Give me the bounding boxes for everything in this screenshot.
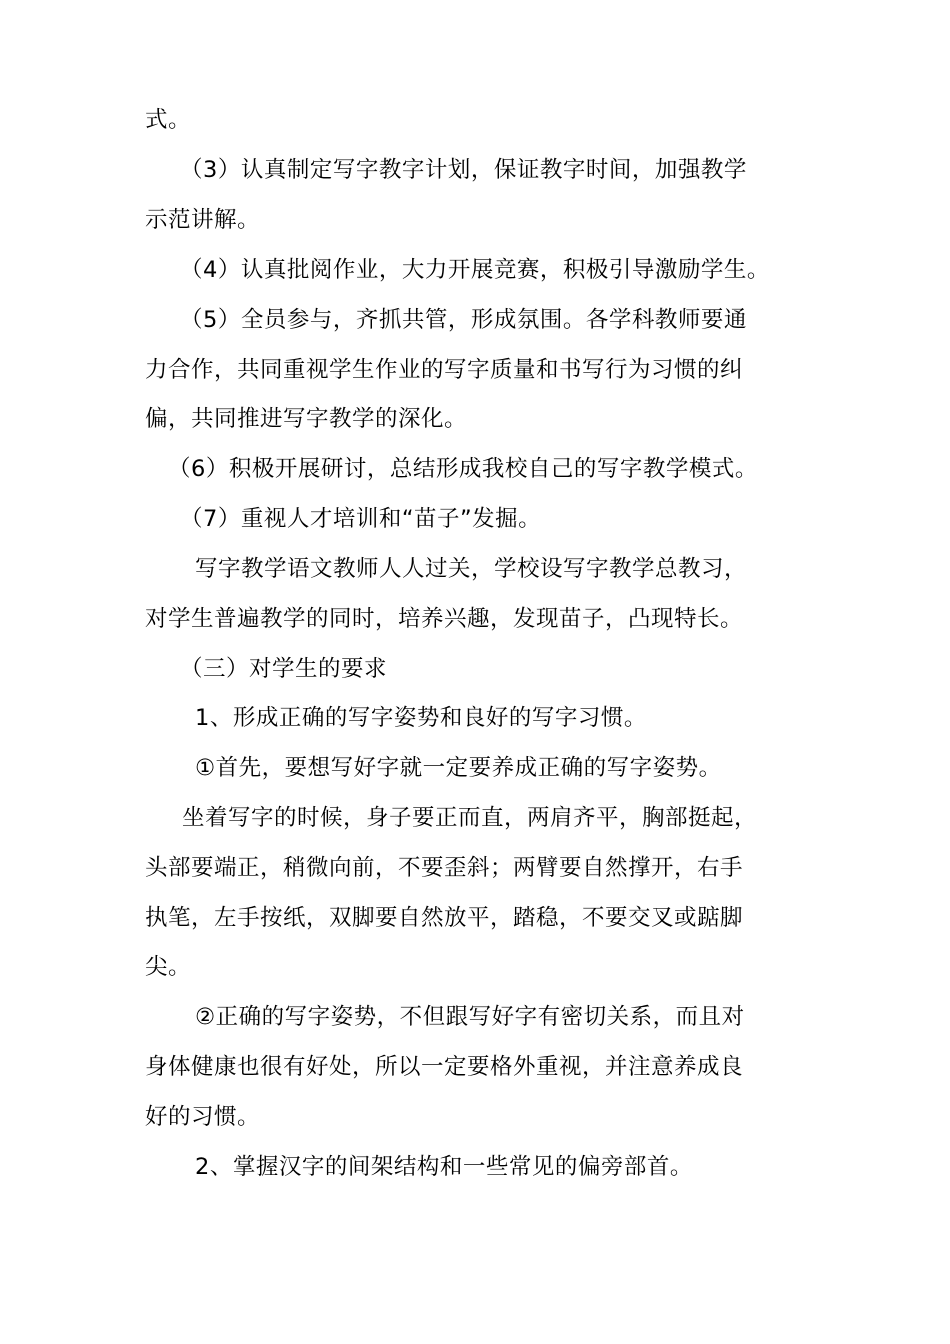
text-line-11: 对学生普遍教学的同时，培养兴趣，发现苗子，凸现特长。 [145,606,744,632]
text-line-2: （3）认真制定写字教字计划，保证教字时间，加强教学 [180,157,747,183]
text-line-17: 执笔，左手按纸，双脚要自然放平，踏稳，不要交叉或踮脚 [145,905,744,931]
text-line-12: （三）对学生的要求 [180,656,388,682]
text-line-15: 坐着写字的时候，身子要正而直，两肩齐平，胸部挺起， [182,805,758,831]
text-line-8: （6）积极开展研讨，总结形成我校自己的写字教学模式。 [168,456,758,482]
text-line-14: ①首先，要想写好字就一定要养成正确的写字姿势。 [195,755,722,781]
text-line-6: 力合作，共同重视学生作业的写字质量和书写行为习惯的纠 [145,357,744,383]
text-line-19: ②正确的写字姿势，不但跟写好字有密切关系，而且对 [195,1004,745,1030]
text-line-22: 2、掌握汉字的间架结构和一些常见的偏旁部首。 [195,1154,693,1180]
text-line-9: （7）重视人才培训和“苗子”发掘。 [180,506,542,532]
text-line-4: （4）认真批阅作业，大力开展竞赛，积极引导激励学生。 [180,257,770,283]
text-line-7: 偏，共同推进写字教学的深化。 [145,406,468,432]
text-line-1: 式。 [145,107,192,133]
text-line-5: （5）全员参与，齐抓共管，形成氛围。各学科教师要通 [180,307,747,333]
text-line-3: 示范讲解。 [145,207,261,233]
text-line-16: 头部要端正，稍微向前，不要歪斜；两臂要自然撑开，右手 [145,855,744,881]
text-line-10: 写字教学语文教师人人过关，学校设写字教学总教习， [195,556,748,582]
text-line-21: 好的习惯。 [145,1104,261,1130]
text-line-18: 尖。 [145,954,192,980]
text-line-13: 1、形成正确的写字姿势和良好的写字习惯。 [195,705,647,731]
text-line-20: 身体健康也很有好处，所以一定要格外重视，并注意养成良 [145,1054,744,1080]
